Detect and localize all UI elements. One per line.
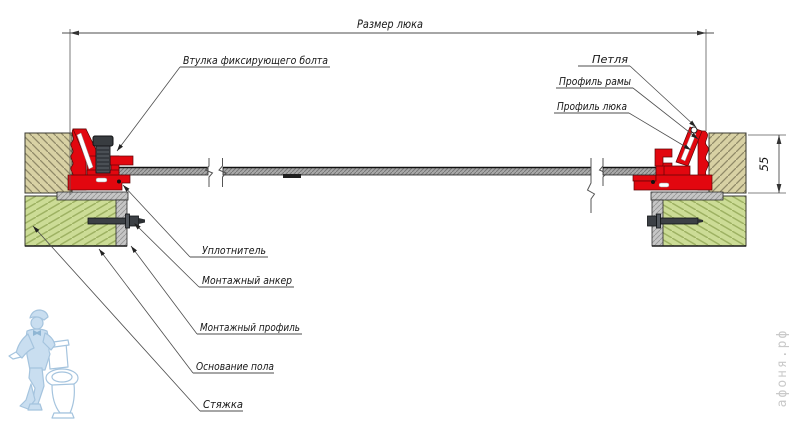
frame-height-dimension [748, 135, 786, 193]
callout-mounting-profile-label: Монтажный профиль [200, 321, 300, 334]
left-flange-slot [96, 178, 107, 182]
fixing-bolt [93, 136, 113, 173]
frame-height-value: 55 [757, 156, 771, 172]
toilet-pedestal [52, 384, 74, 413]
lid-panel-left [114, 168, 208, 176]
callout-frame-profile-leader [633, 88, 698, 139]
left-anchor-washer [126, 214, 130, 228]
dim-arrow-right [697, 31, 706, 36]
panel-seal-strip [283, 174, 301, 178]
callout-floor-base-label: Основание пола [196, 360, 275, 373]
plumber-boot [28, 404, 42, 410]
callout-screed-label: Стяжка [203, 398, 244, 411]
right-flange-slot [659, 183, 669, 187]
right-mounting-profile-horizontal [651, 192, 723, 200]
dim-arrow-left [70, 31, 79, 36]
callout-mounting-profile [131, 246, 302, 334]
left-anchor-shaft [88, 218, 127, 224]
lid-panel-right [603, 168, 656, 176]
bolt-cap [93, 136, 113, 146]
callout-floor-base [99, 249, 274, 373]
right-tile-layer [709, 133, 746, 193]
right-seal [651, 180, 655, 184]
callout-hatch-profile [554, 100, 691, 150]
dim55-arrow-top [777, 135, 782, 144]
callout-anchor-label: Монтажный анкер [202, 274, 293, 287]
plumber-mascot-logo [9, 310, 78, 418]
hatch-size-label: Размер люка [357, 17, 423, 31]
right-anchor-head [648, 216, 657, 226]
lid-panel-center-body [223, 168, 591, 176]
callout-hinge-label: Петля [592, 53, 629, 66]
right-anchor-washer [657, 214, 661, 228]
callout-sleeve-leader [117, 67, 180, 151]
dim55-arrow-bottom [777, 184, 782, 193]
callout-sleeve [117, 54, 330, 151]
callout-hinge [578, 53, 696, 127]
toilet-base [52, 413, 74, 418]
left-tile-layer [25, 133, 72, 193]
left-anchor-head [130, 216, 139, 226]
callout-mounting-profile-leader [131, 246, 197, 334]
callout-anchor-leader [134, 223, 199, 287]
right-anchor-shaft [660, 218, 698, 224]
left-assembly [25, 129, 208, 246]
callout-seal-label: Уплотнитель [202, 244, 266, 257]
plumber-head [31, 317, 43, 329]
left-profile-lip [110, 156, 133, 165]
left-seal [117, 180, 121, 184]
callout-hatch-profile-leader [629, 113, 691, 150]
callouts [33, 53, 698, 411]
left-anchor-tip [139, 218, 146, 224]
site-watermark: афоня.рф [775, 328, 790, 408]
left-mounting-profile-horizontal [57, 192, 128, 200]
callout-hinge-leader [630, 66, 696, 127]
break-mark-left-2 [219, 158, 226, 187]
right-assembly [603, 127, 746, 246]
callout-sleeve-label: Втулка фиксирующего болта [183, 54, 329, 67]
hinge-knuckle [691, 127, 697, 133]
callout-frame-profile-label: Профиль рамы [559, 75, 632, 88]
break-mark-right-1 [588, 158, 595, 213]
lid-panel-center [206, 158, 607, 213]
callout-hatch-profile-label: Профиль люка [557, 100, 628, 113]
